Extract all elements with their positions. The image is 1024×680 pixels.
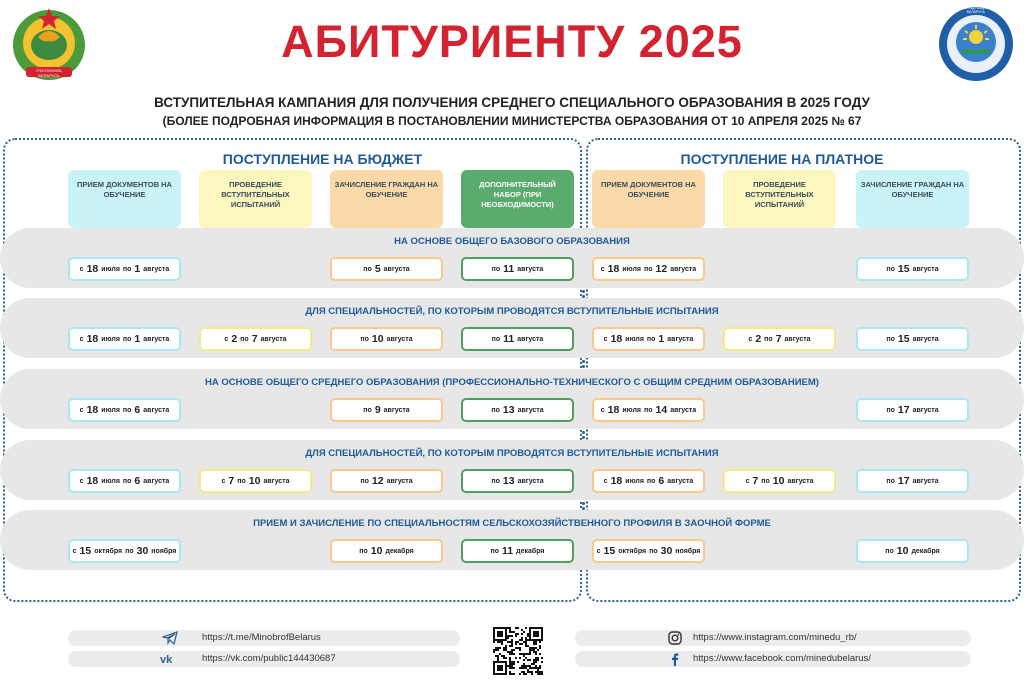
date-word: с xyxy=(603,335,608,343)
date-word: августа xyxy=(383,265,410,273)
date-word: по xyxy=(886,265,895,273)
facebook-link[interactable] xyxy=(575,651,971,667)
date-word: декабря xyxy=(385,547,414,555)
date-word: по xyxy=(885,547,894,555)
date-word: июля xyxy=(101,406,120,414)
date-number: 15 xyxy=(79,545,92,557)
date-word: августа xyxy=(143,335,170,343)
date-word: с xyxy=(603,477,608,485)
date-number: 14 xyxy=(655,404,668,416)
date-cell-paid-enroll xyxy=(856,469,969,493)
date-cell-paid-docs xyxy=(592,327,705,351)
date-word: августа xyxy=(386,477,413,485)
date-word: по xyxy=(363,265,372,273)
column-header-budget-exams: ПРОВЕДЕНИЕ ВСТУПИТЕЛЬНЫХ ИСПЫТАНИЙ xyxy=(199,170,312,228)
date-word: по xyxy=(764,335,773,343)
date-word: по xyxy=(761,477,770,485)
date-word: с xyxy=(72,547,77,555)
facebook-url: https://www.facebook.com/minedubelarus/ xyxy=(693,653,871,664)
category-title: ПРИЕМ И ЗАЧИСЛЕНИЕ ПО СПЕЦИАЛЬНОСТЯМ СЕЛЬСКОХОЗЯЙСТВЕННОГО ПРОФИЛЯ В ЗАОЧНОЙ ФОРМЕ xyxy=(253,518,771,529)
date-word: июля xyxy=(622,265,641,273)
date-number: 1 xyxy=(134,333,141,345)
column-header-budget-extra: ДОПОЛНИТЕЛЬНЫЙ НАБОР (ПРИ НЕОБХОДИМОСТИ) xyxy=(461,170,574,228)
column-header-paid-docs: ПРИЕМ ДОКУМЕНТОВ НА ОБУЧЕНИЕ xyxy=(592,170,705,228)
date-word: августа xyxy=(667,477,694,485)
date-number: 13 xyxy=(502,404,515,416)
date-word: по xyxy=(237,477,246,485)
date-cell-budget-enroll xyxy=(330,539,443,563)
date-word: по xyxy=(360,477,369,485)
date-word: по xyxy=(643,265,653,273)
date-word: по xyxy=(646,335,656,343)
date-cell-paid-enroll xyxy=(856,327,969,351)
date-word: декабря xyxy=(911,547,940,555)
date-word: по xyxy=(646,477,656,485)
date-cell-paid-docs xyxy=(592,257,705,281)
date-word: по xyxy=(122,406,132,414)
date-word: с xyxy=(79,265,84,273)
instagram-url: https://www.instagram.com/minedu_rb/ xyxy=(693,632,857,643)
date-word: с xyxy=(596,547,601,555)
date-number: 6 xyxy=(134,404,141,416)
date-number: 18 xyxy=(607,263,620,275)
date-word: августа xyxy=(143,477,170,485)
campaign-subtitle: ВСТУПИТЕЛЬНАЯ КАМПАНИЯ ДЛЯ ПОЛУЧЕНИЯ СРЕДНЕГО СПЕЦИАЛЬНОГО ОБРАЗОВАНИЯ В 2025 ГОДУ xyxy=(154,95,870,110)
date-word: августа xyxy=(667,335,694,343)
date-word: июля xyxy=(101,265,120,273)
date-word: по xyxy=(886,406,895,414)
date-cell-paid-enroll xyxy=(856,257,969,281)
date-number: 1 xyxy=(134,263,141,275)
date-word: по xyxy=(643,406,653,414)
date-number: 30 xyxy=(660,545,673,557)
date-number: 10 xyxy=(896,545,909,557)
page-title: АБИТУРИЕНТУ 2025 xyxy=(281,16,743,67)
date-word: по xyxy=(122,335,132,343)
date-word: с xyxy=(600,265,605,273)
vk-url: https://vk.com/public144430687 xyxy=(202,653,336,664)
date-word: по xyxy=(491,335,501,343)
date-word: по xyxy=(240,335,249,343)
section-paid-title: ПОСТУПЛЕНИЕ НА ПЛАТНОЕ xyxy=(680,151,884,167)
date-number: 9 xyxy=(374,404,381,416)
date-word: по xyxy=(886,335,895,343)
date-word: октября xyxy=(94,547,123,555)
date-number: 15 xyxy=(897,333,910,345)
ministry-logo xyxy=(935,5,1017,83)
column-header-budget-docs: ПРИЕМ ДОКУМЕНТОВ НА ОБУЧЕНИЕ xyxy=(68,170,181,228)
date-word: с xyxy=(79,335,84,343)
telegram-link[interactable] xyxy=(68,630,460,646)
date-word: августа xyxy=(143,406,170,414)
date-word: с xyxy=(224,335,229,343)
date-cell-budget-docs xyxy=(68,257,181,281)
date-number: 18 xyxy=(607,404,620,416)
date-number: 15 xyxy=(897,263,910,275)
date-number: 12 xyxy=(371,475,384,487)
date-cell-budget-exams xyxy=(199,469,312,493)
svg-text:vk: vk xyxy=(160,654,173,666)
date-number: 2 xyxy=(231,333,238,345)
instagram-icon xyxy=(667,631,683,645)
date-word: с xyxy=(745,477,750,485)
category-title: НА ОСНОВЕ ОБЩЕГО СРЕДНЕГО ОБРАЗОВАНИЯ (ПРОФЕССИОНАЛЬНО-ТЕХНИЧЕСКОГО С ОБЩИМ СРЕДНИМ ОБРАЗОВАНИЕМ) xyxy=(205,377,819,388)
date-word: августа xyxy=(517,477,544,485)
date-word: августа xyxy=(383,406,410,414)
emblem-ribbon-text: РЭСПУБЛІКА БЕЛАРУСЬ xyxy=(36,68,62,78)
date-cell-paid-enroll xyxy=(856,539,969,563)
date-cell-budget-docs xyxy=(68,327,181,351)
date-word: августа xyxy=(670,406,697,414)
date-cell-paid-docs xyxy=(592,539,705,563)
date-word: по xyxy=(649,547,658,555)
date-word: августа xyxy=(784,335,811,343)
date-word: июля xyxy=(622,406,641,414)
category-title: НА ОСНОВЕ ОБЩЕГО БАЗОВОГО ОБРАЗОВАНИЯ xyxy=(394,236,630,247)
date-word: августа xyxy=(912,406,939,414)
date-number: 5 xyxy=(374,263,381,275)
date-cell-budget-extra xyxy=(461,469,574,493)
date-word: августа xyxy=(912,265,939,273)
date-word: августа xyxy=(787,477,814,485)
date-number: 11 xyxy=(503,263,515,275)
vk-icon xyxy=(160,652,176,666)
category-title: ДЛЯ СПЕЦИАЛЬНОСТЕЙ, ПО КОТОРЫМ ПРОВОДЯТСЯ ВСТУПИТЕЛЬНЫЕ ИСПЫТАНИЯ xyxy=(305,306,719,317)
date-cell-budget-enroll xyxy=(330,469,443,493)
date-cell-budget-docs xyxy=(68,398,181,422)
date-cell-paid-docs xyxy=(592,469,705,493)
qr-code xyxy=(493,627,543,675)
date-word: по xyxy=(490,547,500,555)
date-number: 18 xyxy=(610,475,623,487)
date-cell-budget-enroll xyxy=(330,398,443,422)
date-word: по xyxy=(122,265,132,273)
date-cell-paid-enroll xyxy=(856,398,969,422)
date-word: августа xyxy=(517,406,544,414)
date-word: августа xyxy=(143,265,170,273)
date-word: по xyxy=(363,406,372,414)
date-cell-budget-extra xyxy=(461,257,574,281)
date-number: 18 xyxy=(86,263,99,275)
date-word: октября xyxy=(618,547,647,555)
date-word: июля xyxy=(625,335,644,343)
date-word: по xyxy=(122,477,132,485)
date-cell-budget-docs xyxy=(68,539,181,563)
date-cell-budget-exams xyxy=(199,327,312,351)
date-number: 15 xyxy=(603,545,616,557)
date-number: 12 xyxy=(655,263,668,275)
date-number: 10 xyxy=(370,545,383,557)
campaign-note: (БОЛЕЕ ПОДРОБНАЯ ИНФОРМАЦИЯ В ПОСТАНОВЛЕНИИ МИНИСТЕРСТВА ОБРАЗОВАНИЯ ОТ 10 АПРЕЛЯ 2025 № 67 xyxy=(162,114,862,128)
date-word: августа xyxy=(260,335,287,343)
date-word: по xyxy=(491,406,500,414)
date-word: по xyxy=(886,477,895,485)
date-word: с xyxy=(748,335,753,343)
category-title: ДЛЯ СПЕЦИАЛЬНОСТЕЙ, ПО КОТОРЫМ ПРОВОДЯТСЯ ВСТУПИТЕЛЬНЫЕ ИСПЫТАНИЯ xyxy=(305,448,719,459)
vk-link[interactable] xyxy=(68,651,460,667)
date-word: августа xyxy=(517,265,544,273)
date-word: по xyxy=(491,477,500,485)
date-word: с xyxy=(600,406,605,414)
date-number: 11 xyxy=(503,333,515,345)
date-number: 30 xyxy=(136,545,149,557)
date-number: 18 xyxy=(86,333,99,345)
date-number: 7 xyxy=(775,333,782,345)
date-number: 7 xyxy=(228,475,235,487)
date-word: июля xyxy=(625,477,644,485)
date-cell-paid-exams xyxy=(723,327,836,351)
date-cell-budget-enroll xyxy=(330,327,443,351)
date-cell-budget-extra xyxy=(461,327,574,351)
date-number: 11 xyxy=(502,545,514,557)
date-number: 10 xyxy=(248,475,261,487)
date-number: 18 xyxy=(610,333,623,345)
date-number: 2 xyxy=(755,333,762,345)
date-cell-paid-docs xyxy=(592,398,705,422)
column-header-paid-exams: ПРОВЕДЕНИЕ ВСТУПИТЕЛЬНЫХ ИСПЫТАНИЙ xyxy=(723,170,836,228)
date-word: августа xyxy=(263,477,290,485)
date-cell-budget-enroll xyxy=(330,257,443,281)
date-word: по xyxy=(359,547,368,555)
column-header-budget-enroll: ЗАЧИСЛЕНИЕ ГРАЖДАН НА ОБУЧЕНИЕ xyxy=(330,170,443,228)
date-word: с xyxy=(79,406,84,414)
instagram-link[interactable] xyxy=(575,630,971,646)
date-number: 10 xyxy=(371,333,384,345)
date-word: июля xyxy=(101,477,120,485)
date-cell-budget-extra xyxy=(461,398,574,422)
date-word: по xyxy=(125,547,134,555)
date-number: 17 xyxy=(897,404,910,416)
date-number: 6 xyxy=(658,475,665,487)
date-word: августа xyxy=(912,477,939,485)
date-word: августа xyxy=(517,335,544,343)
date-word: августа xyxy=(670,265,697,273)
date-number: 7 xyxy=(251,333,258,345)
date-word: июля xyxy=(101,335,120,343)
date-number: 6 xyxy=(134,475,141,487)
telegram-icon xyxy=(162,631,178,645)
date-number: 1 xyxy=(658,333,665,345)
date-cell-paid-exams xyxy=(723,469,836,493)
date-number: 17 xyxy=(897,475,910,487)
section-budget-title: ПОСТУПЛЕНИЕ НА БЮДЖЕТ xyxy=(222,151,423,167)
date-word: с xyxy=(221,477,226,485)
date-word: августа xyxy=(912,335,939,343)
date-word: августа xyxy=(386,335,413,343)
date-cell-budget-extra xyxy=(461,539,574,563)
date-number: 10 xyxy=(772,475,785,487)
facebook-icon xyxy=(667,652,683,666)
date-cell-budget-docs xyxy=(68,469,181,493)
date-number: 13 xyxy=(502,475,515,487)
date-word: по xyxy=(360,335,369,343)
telegram-url: https://t.me/MinobrofBelarus xyxy=(202,632,321,643)
column-header-paid-enroll: ЗАЧИСЛЕНИЕ ГРАЖДАН НА ОБУЧЕНИЕ xyxy=(856,170,969,228)
date-number: 18 xyxy=(86,475,99,487)
date-word: по xyxy=(491,265,501,273)
date-number: 7 xyxy=(752,475,759,487)
date-word: с xyxy=(79,477,84,485)
date-word: ноября xyxy=(151,547,177,555)
ministry-logo-text: МІНІСТЭРСТВА АДУКАЦЫІ РЭСПУБЛІКІ БЕЛАРУСЬ xyxy=(942,6,1010,14)
date-number: 18 xyxy=(86,404,99,416)
date-word: декабря xyxy=(516,547,545,555)
date-word: ноября xyxy=(675,547,701,555)
